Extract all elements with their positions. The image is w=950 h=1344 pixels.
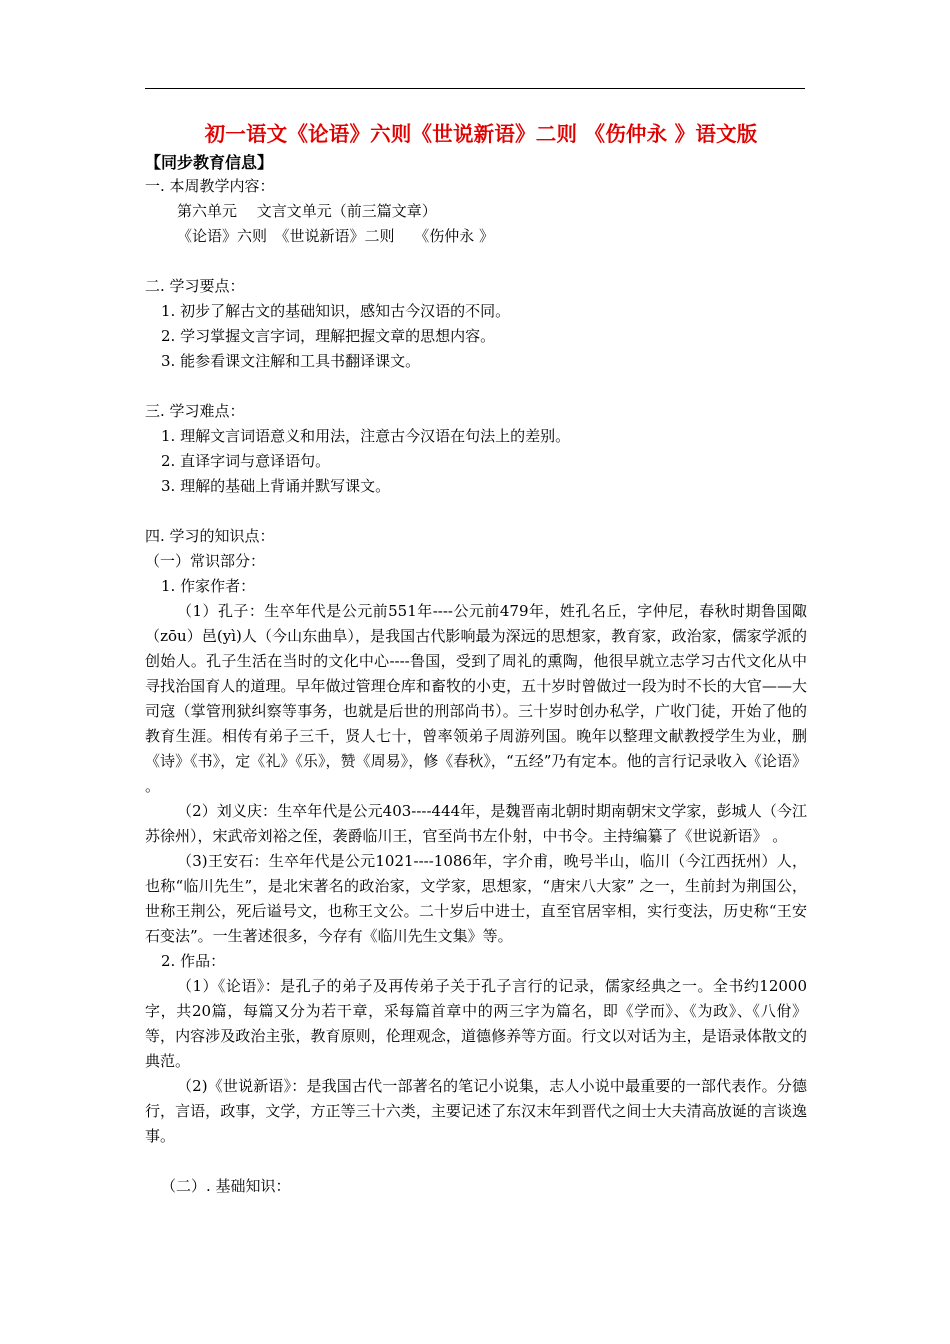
section-2-item: 2. 学习掌握文言字词，理解把握文章的思想内容。 bbox=[161, 327, 496, 345]
section-2-item: 1. 初步了解古文的基础知识，感知古今汉语的不同。 bbox=[161, 302, 511, 320]
section-1-heading: 一. 本周教学内容： bbox=[145, 177, 275, 195]
section-4-heading: 四. 学习的知识点： bbox=[145, 527, 275, 545]
document-title: 初一语文《论语》六则《世说新语》二则 《伤仲永 》语文版 bbox=[204, 122, 758, 146]
author-paragraph-wang-anshi: （3)王安石：生卒年代是公元1021----1086年，字介甫，晚号半山，临川（今江西抚州）人，也称“临川先生”，是北宋著名的政治家，文学家，思想家，“唐宋八大家” 之一，生前封为荆国公，世称王荆公，死后谥号文，也称王文公。二十岁后中进士，直至官居宰相，实行变法，历史称“王安石变法”。一生著述很多，今存有《临川先生文集》等。 bbox=[145, 852, 807, 945]
subsection-heading: （一）常识部分： bbox=[145, 552, 266, 570]
document-page bbox=[145, 118, 807, 1199]
spacer bbox=[145, 374, 807, 399]
header-rule bbox=[145, 88, 805, 89]
author-paragraph-confucius: （1）孔子：生卒年代是公元前551年----公元前479年，姓孔名丘，字仲尼，春秋时期鲁国陬（zōu）邑(yì)人（今山东曲阜），是我国古代影响最为深远的思想家，教育家，政治家，儒家学派的创始人。孔子生活在当时的文化中心----鲁国，受到了周礼的熏陶，他很早就立志学习古代文化从中寻找治国育人的道理。早年做过管理仓库和畜牧的小吏，五十岁时曾做过一段为时不长的大官——大司寇（掌管刑狱纠察等事务，也就是后世的刑部尚书）。三十岁时创办私学，广收门徒，开始了他的教育生涯。相传有弟子三千，贤人七十，曾率领弟子周游列国。晚年以整理文献教授学生为业，删《诗》《书》，定《礼》《乐》，赞《周易》，修《春秋》，“五经”乃有定本。他的言行记录收入《论语》 。 bbox=[145, 602, 807, 795]
section-2-heading: 二. 学习要点： bbox=[145, 277, 245, 295]
section-1-line: 第六单元 文言文单元（前三篇文章） bbox=[177, 202, 437, 220]
authors-heading: 1. 作家作者： bbox=[161, 577, 256, 595]
section-2-item: 3. 能参看课文注解和工具书翻译课文。 bbox=[161, 352, 421, 370]
author-paragraph-liu-yiqing: （2）刘义庆：生卒年代是公元403----444年，是魏晋南北朝时期南朝宋文学家，彭城人（今江苏徐州），宋武帝刘裕之侄，袭爵临川王，官至尚书左仆射，中书令。主持编纂了《世说新语》 。 bbox=[145, 802, 807, 845]
work-paragraph-lunyu: （1）《论语》：是孔子的弟子及再传弟子关于孔子言行的记录，儒家经典之一。全书约12000字，共20篇，每篇又分为若干章，采每篇首章中的两三字为篇名，即《学而》、《为政》、《八佾》等，内容涉及政治主张，教育原则，伦理观念，道德修养等方面。行文以对话为主，是语录体散文的典范。 bbox=[145, 977, 807, 1070]
spacer bbox=[145, 499, 807, 524]
section-3-heading: 三. 学习难点： bbox=[145, 402, 245, 420]
section-3-item: 3. 理解的基础上背诵并默写课文。 bbox=[161, 477, 391, 495]
section-3-item: 2. 直译字词与意译语句。 bbox=[161, 452, 331, 470]
section-3-item: 1. 理解文言词语意义和用法，注意古今汉语在句法上的差别。 bbox=[161, 427, 571, 445]
spacer bbox=[145, 249, 807, 274]
subsection-heading: （二）. 基础知识： bbox=[161, 1177, 291, 1195]
work-paragraph-shishuo-xinyu: （2)《世说新语》：是我国古代一部著名的笔记小说集，志人小说中最重要的一部代表作。分德行，言语，政事，文学，方正等三十六类，主要记述了东汉末年到晋代之间士大夫清高放诞的言谈逸事。 bbox=[145, 1077, 807, 1145]
section-1-line: 《论语》六则 《世说新语》二则 《伤仲永 》 bbox=[177, 227, 495, 245]
section-tag: 【同步教育信息】 bbox=[145, 153, 274, 172]
works-heading: 2. 作品： bbox=[161, 952, 226, 970]
spacer bbox=[145, 1149, 807, 1174]
